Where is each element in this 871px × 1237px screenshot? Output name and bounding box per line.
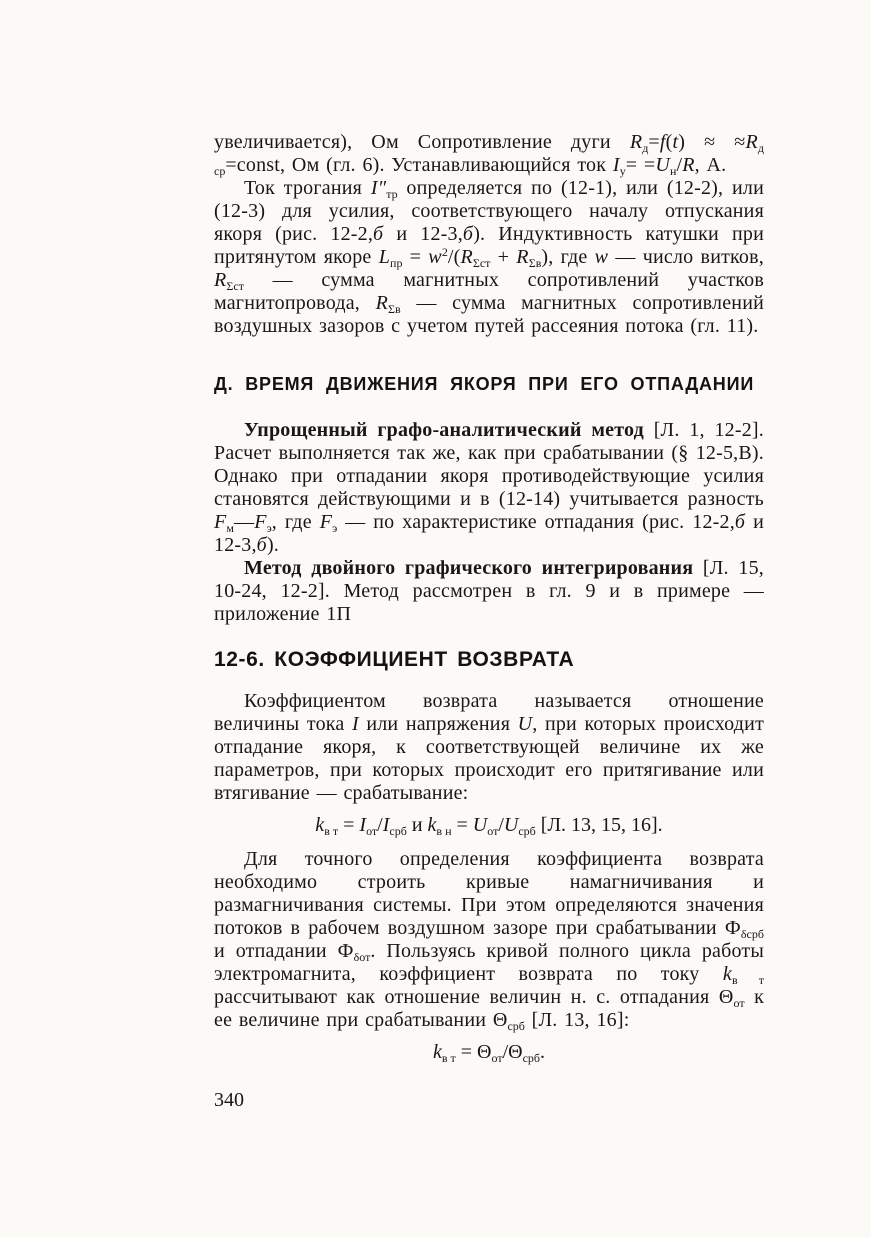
- text-run: R: [682, 154, 695, 176]
- text-run: ).: [266, 534, 279, 556]
- text-run: U: [517, 713, 533, 735]
- text-run: [Л. 13, 15, 16].: [535, 814, 663, 836]
- text-run: Θ: [477, 1041, 492, 1063]
- text-run: в т: [731, 973, 764, 987]
- text-run: рассчитывают как отношение величин н. с. отпадания: [214, 986, 719, 1008]
- text-run: I: [612, 154, 620, 176]
- text-run: Для точного определения коэффициента возврата необходимо строить кривые намагничивания и размагничивания системы. При этом определяются значения потоков в рабочем воздушном зазоре при срабатывании: [214, 848, 764, 939]
- text-run: , при которых происходит отпадание якоря, к соответствующей величине их же параметров, при которых происходит его притягивание или втягивание — срабатывание:: [214, 713, 765, 804]
- text-run: I: [359, 814, 367, 836]
- text-run: Θ: [718, 986, 734, 1008]
- text-run: б: [373, 223, 384, 245]
- text-run: [Л. 1, 12-2]. Расчет выполняется так же, как при срабатывании (§ 12-5,В). Однако при отпадании якоря противодействующие усилия становятся действующими и в (12-14) учитывается разность: [214, 419, 764, 510]
- text-run: ), где: [541, 246, 595, 268]
- text-run: д: [642, 141, 649, 155]
- text-run: F: [254, 511, 267, 533]
- text-run: δот: [353, 950, 371, 964]
- text-run: R: [214, 269, 227, 291]
- text-run: ). Индуктивность катушки при притянутом якоре: [214, 223, 764, 268]
- text-run: [Л. 15, 10-24, 12-2]. Метод рассмотрен в гл. 9 и в примере — приложение 1П: [214, 557, 764, 625]
- text-run: R: [516, 246, 529, 268]
- paragraph-0: [214, 131, 764, 177]
- text-run: F: [319, 511, 333, 533]
- text-run: — по характеристике отпадания (рис. 12-2,: [337, 511, 735, 533]
- text-run: Θ: [492, 1009, 508, 1031]
- paragraph-6: [214, 690, 764, 805]
- text-run: — сумма магнитных сопротивлений воздушных зазоров с учетом путей рассеяния потока (гл. 11).: [214, 292, 764, 337]
- text-run: /(: [447, 246, 461, 268]
- text-run: I: [382, 814, 390, 836]
- text-run: н: [670, 164, 677, 178]
- text-run: R: [460, 246, 473, 268]
- paragraph-8: [214, 848, 764, 1032]
- formula-line-9: [214, 1039, 764, 1065]
- text-run: w: [428, 246, 442, 268]
- text-run: увеличивается), Ом Сопротивление дуги: [214, 131, 630, 153]
- text-run: Ф: [337, 940, 354, 962]
- text-run: пр: [390, 256, 403, 270]
- text-run: и 12-3,: [214, 511, 764, 556]
- text-run: /: [377, 814, 383, 836]
- page-number: 340: [214, 1089, 244, 1111]
- text-run: t: [672, 131, 679, 153]
- text-run: (: [665, 131, 673, 153]
- text-run: тр: [386, 187, 398, 201]
- text-run: k: [432, 1041, 442, 1063]
- text-run: от: [366, 824, 378, 838]
- text-run: и отпадании: [214, 940, 338, 962]
- text-run: у: [619, 164, 626, 178]
- text-run: f: [659, 131, 666, 153]
- text-run: =: [402, 246, 429, 268]
- text-run: к ее величине при срабатывании: [214, 986, 764, 1031]
- text-run: . Пользуясь кривой полного цикла работы электромагнита, коэффициент возврата по току: [214, 940, 764, 985]
- text-run: и: [406, 814, 428, 836]
- text-run: w: [594, 246, 609, 268]
- text-run: — число витков,: [608, 246, 764, 268]
- text-run: — сумма магнитных сопротивлений участков магнитопровода,: [214, 269, 764, 314]
- text-run: Θ: [508, 1041, 523, 1063]
- section-heading-2: Д. ВРЕМЯ ДВИЖЕНИЯ ЯКОРЯ ПРИ ЕГО ОТПАДАНИИ: [214, 374, 755, 394]
- text-run: /: [676, 154, 683, 176]
- text-run: —: [234, 511, 255, 533]
- text-run: , где: [271, 511, 320, 533]
- text-run: =: [455, 1041, 478, 1063]
- text-run: =const, Ом (гл. 6). Устанавливающийся ток: [225, 154, 613, 176]
- text-run: ) ≈ ≈: [678, 131, 746, 153]
- text-run: , А.: [694, 154, 727, 176]
- text-run: /: [502, 1041, 509, 1063]
- text-run: Ф: [724, 917, 741, 939]
- text-run: Σв: [388, 302, 401, 316]
- paragraph-3: [214, 419, 764, 557]
- text-run: =: [451, 814, 473, 836]
- text-run: R: [745, 131, 758, 153]
- formula-line-7: [214, 812, 764, 838]
- text-run: [Л. 13, 16]:: [524, 1009, 630, 1031]
- text-run: в н: [436, 824, 452, 838]
- text-run: k: [315, 814, 325, 836]
- text-run: определяется по (12-1), или (12-2), или (12-3) для усилия, соответствующего началу отпускания якоря (рис. 12-2,: [214, 177, 764, 245]
- text-run: б: [256, 534, 267, 556]
- text-run: R: [375, 292, 389, 314]
- paragraph-1: [214, 177, 764, 338]
- text-run: Упрощенный графо-аналитический метод: [244, 419, 644, 441]
- text-run: I″: [370, 177, 387, 199]
- text-run: срб: [507, 1019, 525, 1033]
- text-run: Σст: [472, 256, 491, 270]
- text-run: в т: [441, 1051, 456, 1065]
- text-run: в т: [324, 824, 339, 838]
- text-column: [214, 131, 764, 1075]
- text-run: срб: [518, 824, 536, 838]
- text-run: k: [722, 963, 732, 985]
- text-run: срб: [522, 1051, 541, 1065]
- text-run: срб: [389, 824, 407, 838]
- text-run: =: [648, 131, 660, 153]
- text-run: U: [655, 154, 671, 176]
- text-run: L: [378, 246, 391, 268]
- text-run: 2: [441, 245, 448, 259]
- text-run: м: [226, 521, 235, 535]
- text-run: от: [487, 824, 499, 838]
- text-run: от: [733, 996, 745, 1010]
- text-run: б: [462, 223, 474, 245]
- text-run: /: [498, 814, 504, 836]
- text-run: F: [214, 511, 227, 533]
- text-run: э: [332, 521, 338, 535]
- text-run: U: [503, 814, 519, 836]
- text-run: Ток трогания: [244, 177, 371, 199]
- text-run: = =: [625, 154, 656, 176]
- text-run: Метод двойного графического интегрирования: [244, 557, 694, 579]
- text-run: +: [490, 246, 517, 268]
- text-run: э: [266, 521, 272, 535]
- text-run: I: [351, 713, 359, 735]
- text-run: д ср: [214, 141, 764, 178]
- text-run: .: [540, 1041, 546, 1063]
- text-run: Коэффициентом возврата называется отношение величины тока: [214, 690, 764, 735]
- text-run: и 12-3,: [383, 223, 463, 245]
- text-run: k: [427, 814, 437, 836]
- text-run: =: [338, 814, 360, 836]
- text-run: Σв: [528, 256, 542, 270]
- text-run: от: [491, 1051, 503, 1065]
- chapter-heading-5: 12-6. КОЭФФИЦИЕНТ ВОЗВРАТА: [214, 648, 575, 671]
- text-run: б: [734, 511, 746, 533]
- text-run: Σст: [226, 279, 244, 293]
- text-run: U: [472, 814, 488, 836]
- text-run: δсрб: [740, 927, 764, 941]
- text-run: или напряжения: [358, 713, 518, 735]
- paragraph-4: [214, 557, 764, 626]
- text-run: R: [629, 131, 643, 153]
